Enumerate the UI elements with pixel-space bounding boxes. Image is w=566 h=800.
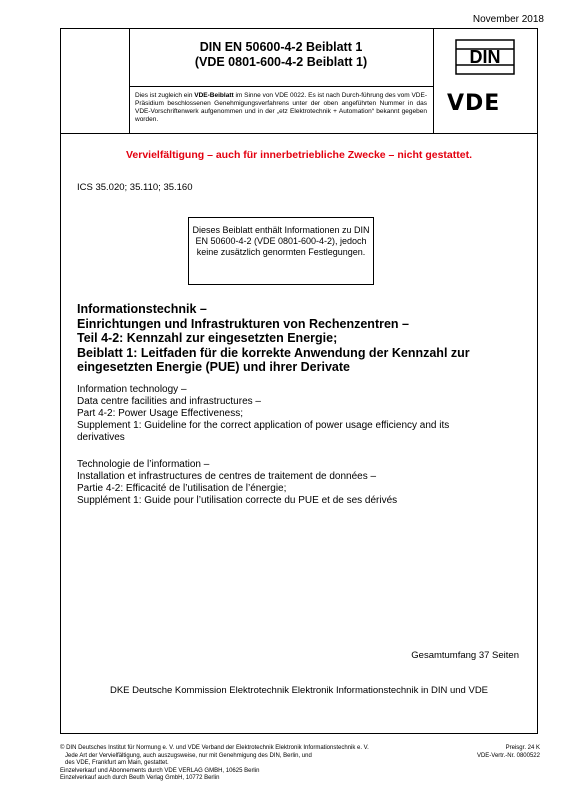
document-number	[129, 40, 433, 70]
svg-text:DIN: DIN	[469, 47, 501, 67]
footer-price-info	[477, 745, 540, 760]
vde-logo: VDE	[447, 91, 501, 116]
document-number-line1: DIN EN 50600-4-2 Beiblatt 1	[199, 40, 363, 54]
total-pages: Gesamtumfang 37 Seiten	[411, 650, 519, 661]
supplement-info-box: Dieses Beiblatt enthält Informationen zu DIN EN 50600-4-2 (VDE 0801-600-4-2), jedoch keine zusätzlich genormten Festlegungen.	[188, 217, 374, 285]
title-english: Information technology – Data centre facilities and infrastructures – Part 4-2: Power Usage Effectiveness; Supplement 1: Guideline for the correct application of power usage efficiency and its derivatives	[77, 384, 450, 443]
din-logo	[455, 39, 515, 75]
title-german: Informationstechnik – Einrichtungen und Infrastrukturen von Rechenzentren – Teil 4-2: Kennzahl zur eingesetzten Energie; Beiblatt 1: Leitfaden für die korrekte Anwendung der Kennzahl zur eingesetzten Energie (PUE) und ihrer Derivate	[77, 302, 470, 374]
header-left-cell	[61, 29, 130, 133]
ics-codes: ICS 35.020; 35.110; 35.160	[77, 182, 193, 193]
footer-copyright: © DIN Deutsches Institut für Normung e. V. und VDE Verband der Elektrotechnik Elektronik Informationstechnik e. V. Jede Art der Vervielfältigung, auch auszugsweise, nur mit Genehmigung des DIN, Berlin, und des VDE, Frankfurt am Main, gestattet. Einzelverkauf und Abonnements durch VDE VERLAG GMBH, 10625 Berlin Einzelverkauf auch durch Beuth Verlag GmbH, 10772 Berlin	[60, 745, 369, 781]
vde-note: Dies ist zugleich ein VDE-Beiblatt im Sinne von VDE 0022. Es ist nach Durch-führung des vom VDE-Präsidium beschlossenen Genehmigungsverfahrens unter der oben angeführten Nummer in das VDE-Vorschriftenwerk aufgenommen und in der „etz Elektrotechnik + Automation“ bekannt gegeben worden.	[135, 92, 427, 123]
dke-line: DKE Deutsche Kommission Elektrotechnik Elektronik Informationstechnik in DIN und VDE	[109, 685, 489, 696]
document-frame	[60, 28, 538, 734]
document-header	[61, 29, 537, 134]
document-number-line2: (VDE 0801-600-4-2 Beiblatt 1)	[194, 55, 368, 69]
copy-warning: Vervielfältigung – auch für innerbetriebliche Zwecke – nicht gestattet.	[125, 149, 472, 161]
publication-date: November 2018	[472, 14, 544, 25]
header-title-cell	[129, 29, 434, 87]
vde-order-number: VDE-Vertr.-Nr. 0800522	[476, 752, 540, 759]
header-note-cell	[129, 86, 434, 133]
vde-beiblatt-term: VDE-Beiblatt	[194, 92, 234, 99]
price-group: Preisgr. 24 K	[505, 745, 540, 751]
title-french: Technologie de l’information – Installation et infrastructures de centres de traitement de données – Partie 4-2: Efficacité de l’utilisation de l’énergie; Supplément 1: Guide pour l’utilisation correcte du PUE et de ses dérivés	[77, 459, 398, 506]
header-logo-cell	[433, 29, 537, 133]
